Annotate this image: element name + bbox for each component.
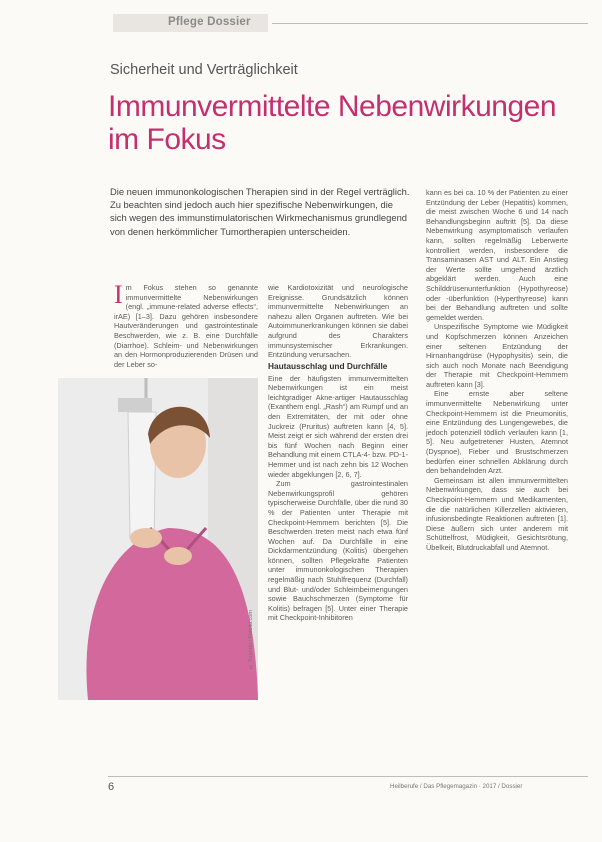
column-1 xyxy=(114,280,258,369)
column-2-paragraph: Zum gastrointestinalen Nebenwirkungsprofil gehören typischerweise Durchfälle, über die rund 30 % der Patienten unter Therapie mit Checkpoint-Hemmern berichten [5]. Die Beschwerden treten meist nach etwa fünf Wochen auf. Da Durchfälle in eine Dickdarmentzündung (Kolitis) übergehen können, sollten Pflegekräfte Patienten unter immunonkologischen Therapien regelmäßig nach Stuhlfrequenz (Durchfall) und Blut- und/oder Schleimbeimengungen sowie Bauchschmerzen (Symptome für Kolitis) befragen [5]. Unter einer Therapie mit Checkpoint-Inhibitoren xyxy=(268,479,408,623)
column-2-paragraph: Eine der häufigsten immunvermittelten Nebenwirkungen ist ein meist leichtgradiger Akne-artiger Hautausschlag (Exanthem engl. „Rash“) am Rumpf und an den Extremitäten, der mit oder ohne Juckreiz (Pruritus) auftreten kann [4, 5]. Meist zeigt er sich während der ersten drei bis fünf Wochen nach Beginn einer Behandlung mit einem CTLA-4- bzw. PD-1-Hemmer und ist nach zehn bis 12 Wochen wieder abgeklungen [2, 6, 7]. xyxy=(268,373,408,479)
dropcap: I xyxy=(114,280,123,309)
nurse-photo xyxy=(58,378,258,700)
subheading: Hautausschlag und Durchfälle xyxy=(268,361,388,371)
column-1-text: m Fokus stehen so genannte immunvermittelte Nebenwirkungen (engl. „immune-related adverse effects“, irAE) [1–3]. Dazu gehören insbesondere Hautveränderungen und gastrointestinale Beschwerden, wie z. B. eine Durchfälle (Diarrhoe). Schleim- und Nebenwirkungen an den Hormonproduzierenden Drüsen und der Leber so- xyxy=(114,283,258,369)
page-number: 6 xyxy=(108,781,115,793)
photo-credit: © Kzenon / Fotolia.com xyxy=(248,610,254,670)
header-rule xyxy=(272,23,588,24)
nurse-illustration xyxy=(58,378,258,700)
section-header: Pflege Dossier xyxy=(168,16,251,28)
column-2 xyxy=(268,356,408,623)
journal-footer: Heilberufe / Das Pflegemagazin · 2017 / Dossier xyxy=(390,783,523,790)
column-3-paragraph: Eine ernste aber seltene immunvermittelte Nebenwirkung unter Checkpoint-Hemmern ist die Pneumonitis, eine Entzündung des Lungengewebes, die jedoch potenziell tödlich verlaufen kann [1, 5]. Neu aufgetretener Husten, Atemnot (Dyspnoe), Fieber und Brustschmerzen bedürfen einer schnellen Abklärung durch den behandelnden Arzt. xyxy=(426,389,568,476)
footer-rule xyxy=(108,776,588,777)
column-3 xyxy=(426,188,568,553)
column-2-top xyxy=(268,283,408,360)
column-3-paragraph: Unspezifische Symptome wie Müdigkeit und Kopfschmerzen können Anzeichen einer seltenen Entzündung der Hirnanhangdrüse (Hypophysitis) sein, die sich auch noch Monate nach Beendigung der Therapie mit Checkpoint-Hemmern auftreten kann [3]. xyxy=(426,322,568,389)
column-2-top-text: wie Kardiotoxizität und neurologische Ereignisse. Grundsätzlich können immunvermittelte Nebenwirkungen an nahezu allen Organen auftreten. Wie bei Autoimmunerkrankungen können sie dabei aufgrund des Charakters immunsystemischer Erkrankungen. Entzündung verursachen. xyxy=(268,283,408,360)
article-intro: Die neuen immunonkologischen Therapien sind in der Regel verträglich. Zu beachten sind jedoch auch hier spezifische Nebenwirkungen, die sich wegen des immunstimulatorischen Wirkmechanismus grundlegend von denen herkömmlicher Tumortherapien unterscheiden. xyxy=(110,186,410,237)
column-3-paragraph: Gemeinsam ist allen immunvermittelten Nebenwirkungen, dass sie auch bei Checkpoint-Hemmern und Medikamenten, die die natürlichen Killerzellen aktivieren, infusionsbedingte Reaktionen auftreten [1]. Diese äußern sich unter anderem mit Schüttelfrost, Müdigkeit, Gesichtsrötung, Übelkeit, Blutdruckabfall und Atemnot. xyxy=(426,475,568,552)
article-title: Immunvermittelte Nebenwirkungen im Fokus xyxy=(108,90,557,156)
column-3-paragraph: kann es bei ca. 10 % der Patienten zu einer Entzündung der Leber (Hepatitis) kommen, die meist zwischen Woche 6 und 14 nach Behandlungsbeginn auftritt [5]. Da diese Nebenwirkung asymptomatisch verlaufen kann, sollten regelmäßig Leberwerte kontrolliert werden, insbesondere die Transaminasen AST und ALT. Ein Anstieg der Werte sollte umgehend ärztlich abgeklärt werden. Auch eine Schilddrüsenunterfunktion (Hypothyreose) oder -überfunktion (Hyperthyreose) kann bei der Behandlung auftreten und sollte gemeldet werden. xyxy=(426,188,568,322)
article-kicker: Sicherheit und Verträglichkeit xyxy=(110,62,298,78)
